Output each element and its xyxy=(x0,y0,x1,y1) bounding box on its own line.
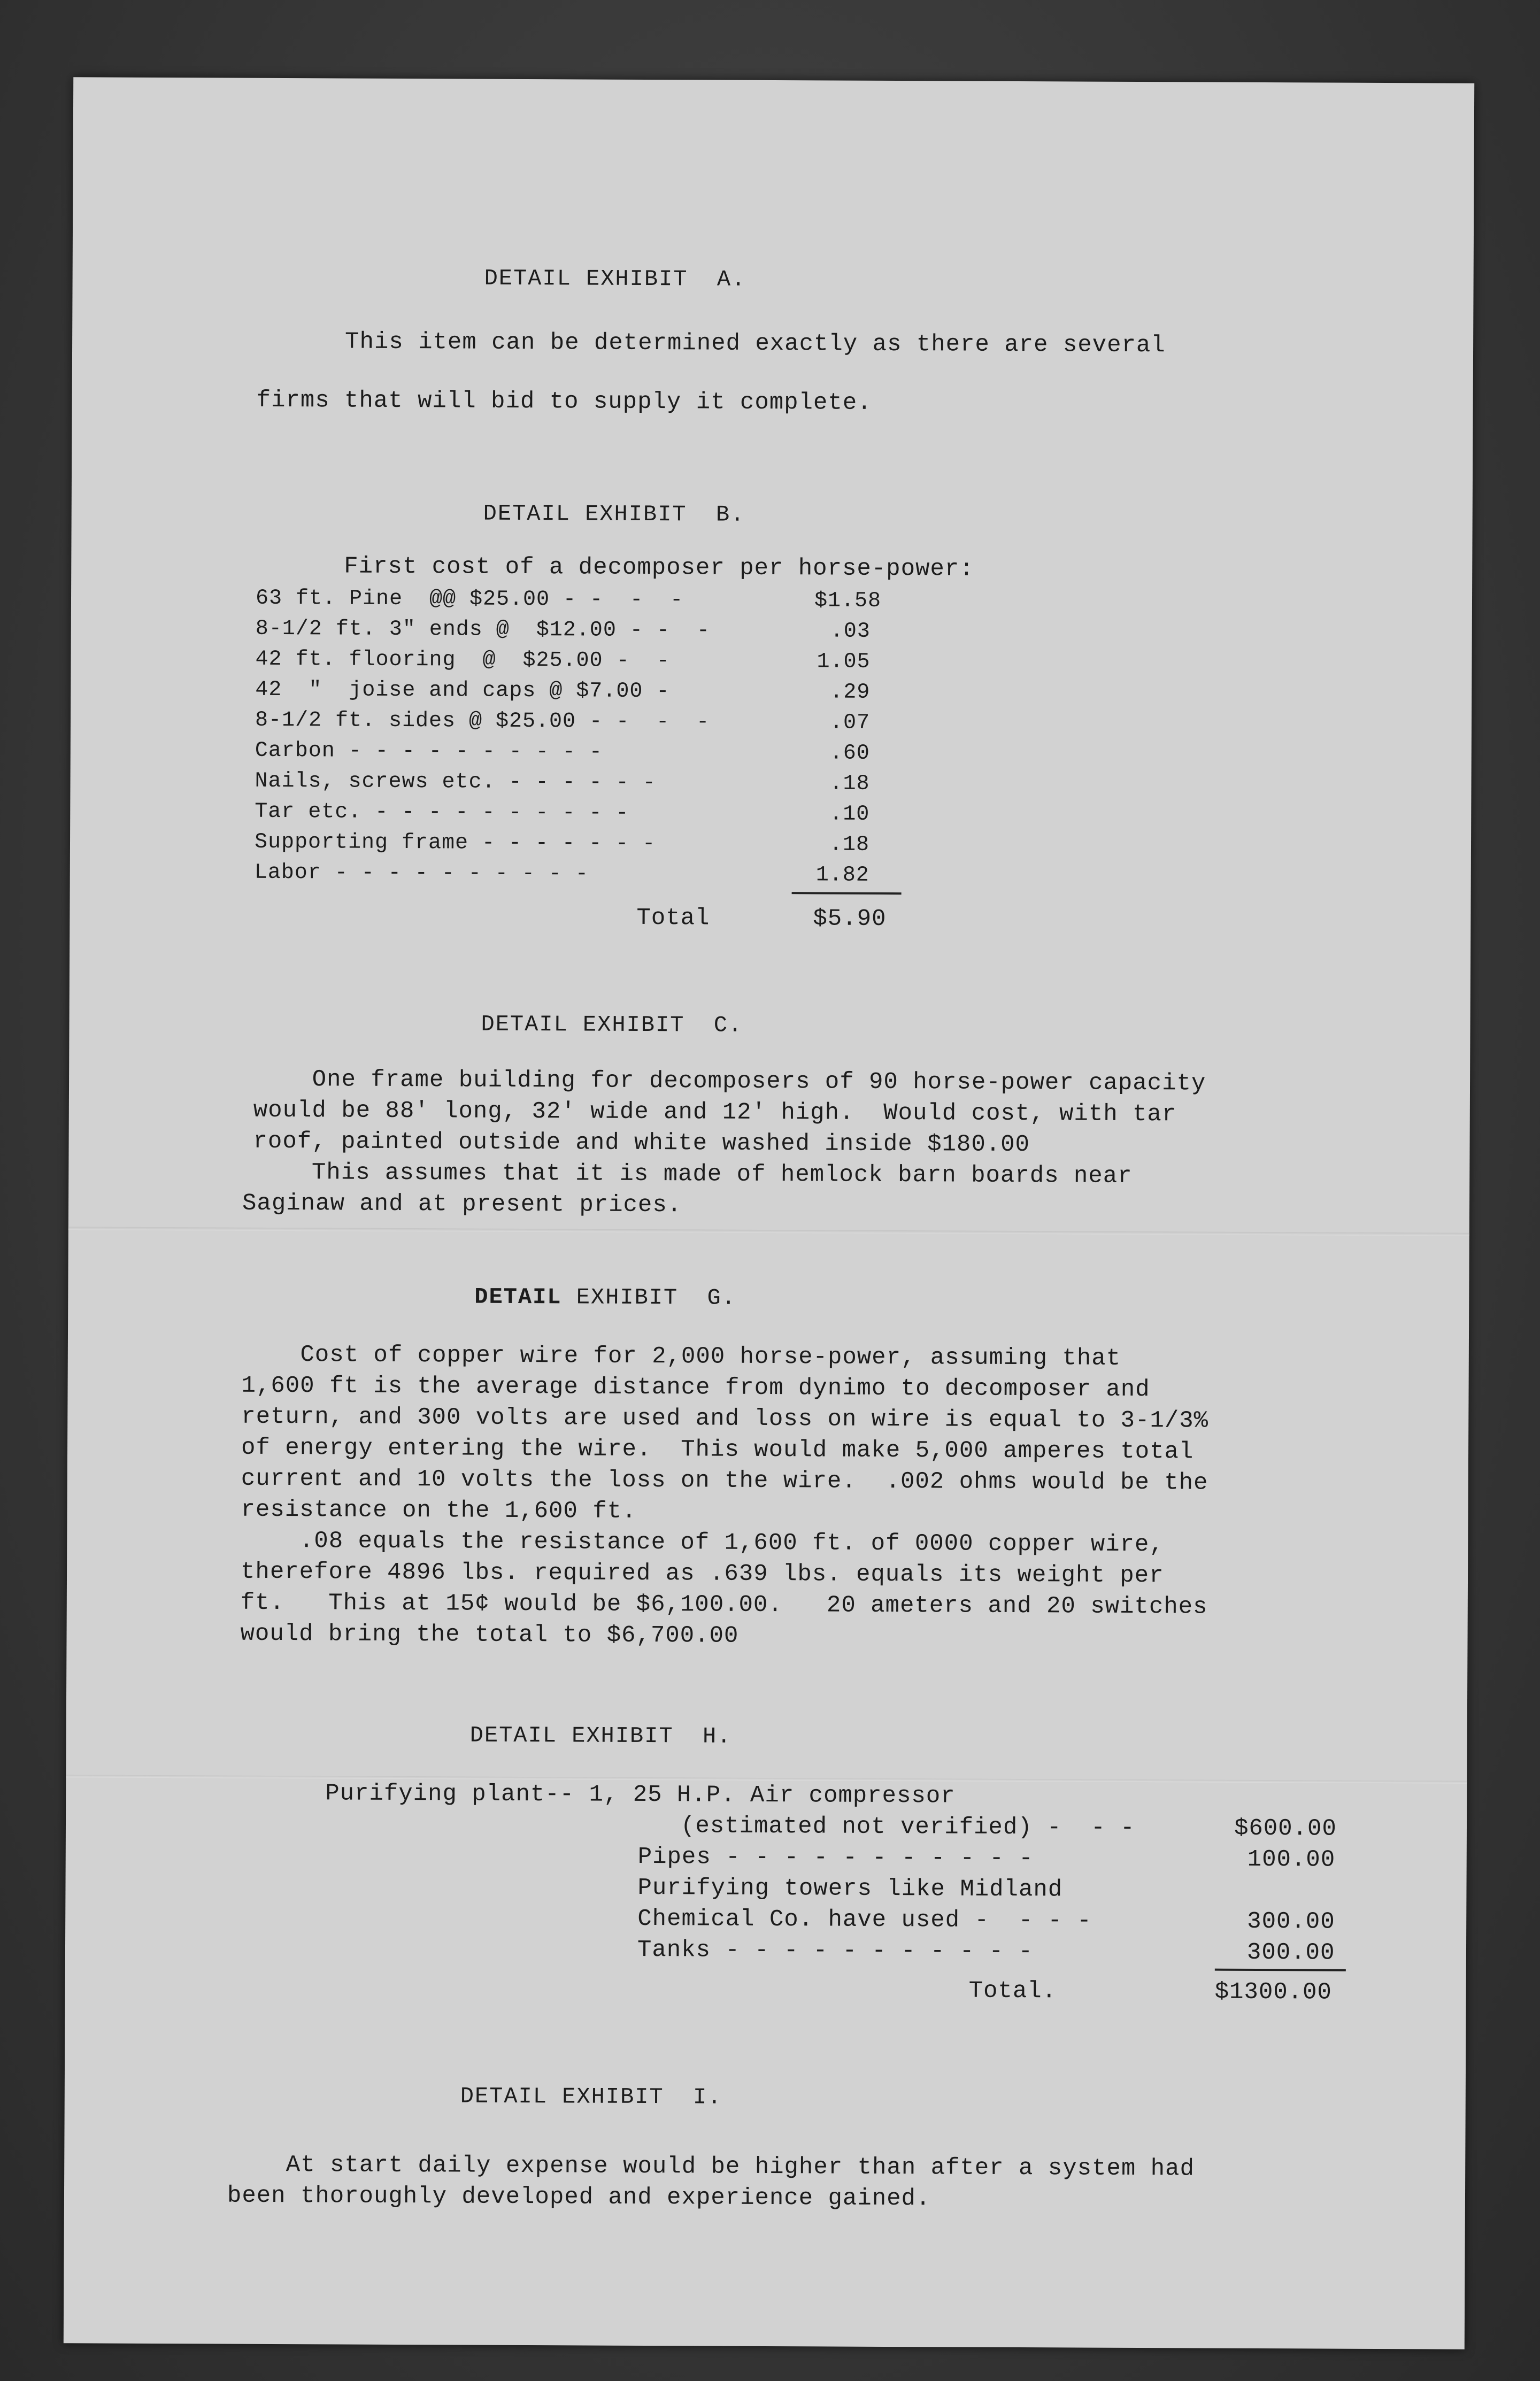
cost-item: 63 ft. Pine @@ $25.00 - - - - xyxy=(255,586,684,613)
exhibit-g-line-7: .08 equals the resistance of 1,600 ft. of 0000 copper wire, xyxy=(241,1527,1164,1559)
exhibit-i-line-2: been thoroughly developed and experience gained. xyxy=(227,2182,931,2213)
exhibit-c-line-4: This assumes that it is made of hemlock barn boards near xyxy=(253,1159,1133,1190)
cost-item: 42 " joise and caps @ $7.00 - xyxy=(255,677,670,704)
cost-amount: .07 xyxy=(829,711,871,735)
exhibit-c-line-3: roof, painted outside and white washed inside $180.00 xyxy=(253,1128,1030,1159)
exhibit-b-intro: First cost of a decomposer per horse-power: xyxy=(344,553,974,583)
total-rule xyxy=(792,892,902,895)
exhibit-h-item: (estimated not verified) - - - xyxy=(680,1813,1150,1842)
typed-document-page xyxy=(64,77,1474,2349)
cost-amount: 1.05 xyxy=(817,650,871,674)
exhibit-h-amount: 300.00 xyxy=(1246,1939,1335,1967)
exhibit-g-heading xyxy=(474,1282,736,1313)
exhibit-h-total-label: Total. xyxy=(968,1977,1057,2005)
exhibit-c-heading: DETAIL EXHIBIT C. xyxy=(481,1011,743,1038)
exhibit-h-heading: DETAIL EXHIBIT H. xyxy=(469,1722,732,1750)
exhibit-h-amount: 100.00 xyxy=(1247,1846,1336,1874)
total-rule xyxy=(1215,1969,1346,1971)
cost-item: Supporting frame - - - - - - - xyxy=(254,830,656,857)
cost-amount: $1.58 xyxy=(814,589,882,613)
exhibit-a-heading: DETAIL EXHIBIT A. xyxy=(484,265,746,292)
cost-amount: 1.82 xyxy=(815,863,869,888)
cost-item: Carbon - - - - - - - - - - xyxy=(255,738,603,765)
exhibit-a-line-2: firms that will bid to supply it complete. xyxy=(256,387,872,417)
cost-amount: .10 xyxy=(829,802,870,827)
exhibit-b-total-label: Total xyxy=(636,904,710,932)
exhibit-h-amount: $600.00 xyxy=(1234,1815,1337,1843)
exhibit-h-item: Purifying towers like Midland xyxy=(637,1874,1063,1904)
exhibit-c-line-5: Saginaw and at present prices. xyxy=(242,1190,682,1219)
cost-item: 8-1/2 ft. sides @ $25.00 - - - - xyxy=(255,708,710,735)
exhibit-h-item: Tanks - - - - - - - - - - - xyxy=(637,1936,1048,1966)
exhibit-h-amount: 300.00 xyxy=(1247,1908,1335,1936)
cost-item: 42 ft. flooring @ $25.00 - - xyxy=(255,647,670,674)
cost-amount: .18 xyxy=(829,772,870,796)
exhibit-h-item: Pipes - - - - - - - - - - - xyxy=(637,1843,1049,1873)
exhibit-g-line-4: of energy entering the wire. This would make 5,000 amperes total xyxy=(241,1434,1194,1466)
exhibit-h-lead: Purifying plant-- 1, 25 H.P. Air compressor xyxy=(325,1780,956,1810)
exhibit-b-total-amount: $5.90 xyxy=(813,905,887,933)
exhibit-g-line-3: return, and 300 volts are used and loss on wire is equal to 3-1/3% xyxy=(241,1403,1209,1435)
cost-amount: .60 xyxy=(829,741,870,766)
cost-item: 8-1/2 ft. 3" ends @ $12.00 - - - xyxy=(255,617,710,643)
cost-amount: .29 xyxy=(830,680,871,705)
exhibit-g-line-1: Cost of copper wire for 2,000 horse-power, assuming that xyxy=(241,1341,1121,1372)
exhibit-g-line-5: current and 10 volts the loss on the wire. .002 ohms would be the xyxy=(241,1465,1208,1497)
exhibit-g-heading-bold: DETAIL xyxy=(474,1284,562,1311)
exhibit-g-line-6: resistance on the 1,600 ft. xyxy=(241,1496,637,1525)
exhibit-g-line-8: therefore 4896 lbs. required as .639 lbs. equals its weight per xyxy=(240,1558,1164,1590)
exhibit-h-total-amount: $1300.00 xyxy=(1214,1978,1332,2006)
exhibit-a-line-1: This item can be determined exactly as there are several xyxy=(344,328,1166,359)
exhibit-i-heading: DETAIL EXHIBIT I. xyxy=(460,2083,722,2110)
cost-item: Nails, screws etc. - - - - - - xyxy=(255,769,656,796)
cost-amount: .18 xyxy=(829,833,870,857)
exhibit-c-line-1: One frame building for decomposers of 90 horse-power capacity xyxy=(253,1066,1206,1097)
exhibit-g-heading-rest: EXHIBIT G. xyxy=(561,1284,737,1311)
exhibit-g-line-2: 1,600 ft is the average distance from dynimo to decomposer and xyxy=(241,1372,1150,1404)
cost-amount: .03 xyxy=(830,619,871,644)
exhibit-g-line-10: would bring the total to $6,700.00 xyxy=(240,1620,739,1650)
cost-item: Labor - - - - - - - - - - xyxy=(254,860,589,887)
cost-item: Tar etc. - - - - - - - - - - xyxy=(255,799,629,826)
exhibit-b-heading: DETAIL EXHIBIT B. xyxy=(483,500,745,528)
exhibit-c-line-2: would be 88' long, 32' wide and 12' high. Would cost, with tar xyxy=(253,1097,1177,1128)
exhibit-i-line-1: At start daily expense would be higher than after a system had xyxy=(227,2151,1195,2183)
exhibit-g-line-9: ft. This at 15¢ would be $6,100.00. 20 ameters and 20 switches xyxy=(240,1589,1208,1621)
exhibit-h-item: Chemical Co. have used - - - - xyxy=(637,1905,1092,1935)
